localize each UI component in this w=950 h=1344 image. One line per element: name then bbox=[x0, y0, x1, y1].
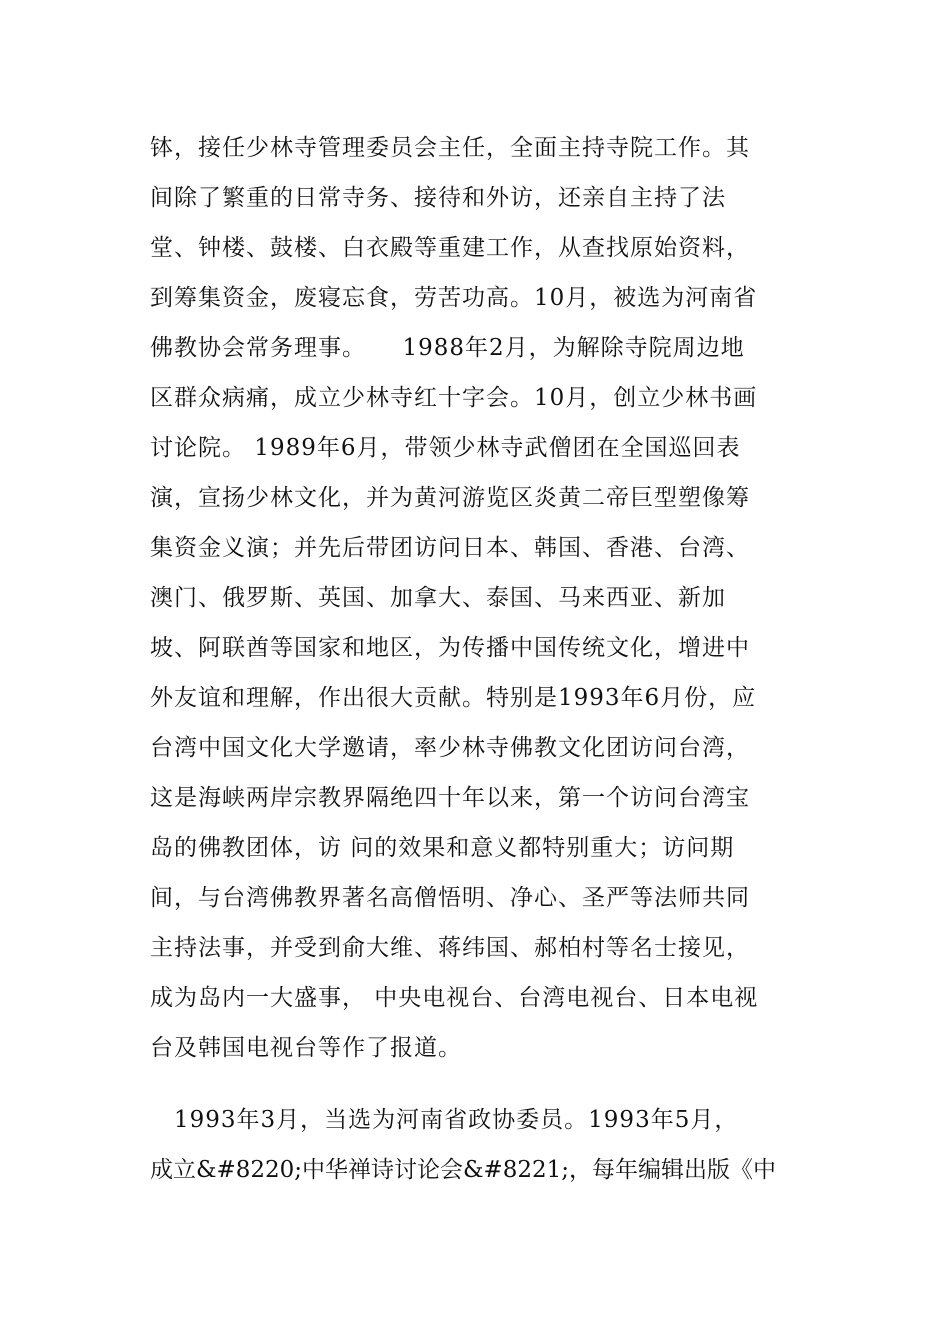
text-line: 岛的佛教团体，访 问的效果和意义都特别重大；访问期 bbox=[150, 835, 735, 861]
text-line: 到筹集资金，废寝忘食，劳苦功高。10月，被选为河南省 bbox=[150, 285, 758, 311]
text-line: 坡、阿联酋等国家和地区，为传播中国传统文化，增进中 bbox=[150, 635, 750, 661]
text-line: 外友谊和理解，作出很大贡献。特别是1993年6月份，应 bbox=[150, 685, 757, 711]
text-line: 讨论院。 1989年6月，带领少林寺武僧团在全国巡回表 bbox=[150, 435, 741, 461]
text-line: 台湾中国文化大学邀请，率少林寺佛教文化团访问台湾， bbox=[150, 735, 750, 761]
text-line: 间，与台湾佛教界著名高僧悟明、净心、圣严等法师共同 bbox=[150, 885, 750, 911]
text-line: 这是海峡两岸宗教界隔绝四十年以来，第一个访问台湾宝 bbox=[150, 785, 750, 811]
text-line: 台及韩国电视台等作了报道。 bbox=[150, 1035, 462, 1061]
text-line: 成立&#8220;中华禅诗讨论会&#8221;，每年编辑出版《中 bbox=[150, 1157, 777, 1183]
text-line: 堂、钟楼、鼓楼、白衣殿等重建工作，从查找原始资料， bbox=[150, 235, 750, 261]
text-line: 主持法事，并受到俞大维、蒋纬国、郝柏村等名士接见， bbox=[150, 935, 750, 961]
text-line: 集资金义演；并先后带团访问日本、韩国、香港、台湾、 bbox=[150, 535, 750, 561]
text-line: 间除了繁重的日常寺务、接待和外访，还亲自主持了法 bbox=[150, 185, 726, 211]
text-line: 1993年3月，当选为河南省政协委员。1993年5月， bbox=[150, 1107, 739, 1133]
text-line: 成为岛内一大盛事， 中央电视台、台湾电视台、日本电视 bbox=[150, 985, 759, 1011]
text-line: 钵，接任少林寺管理委员会主任，全面主持寺院工作。其 bbox=[150, 135, 750, 161]
text-line: 澳门、俄罗斯、英国、加拿大、泰国、马来西亚、新加 bbox=[150, 585, 726, 611]
text-line: 佛教协会常务理事。 1988年2月，为解除寺院周边地 bbox=[150, 335, 745, 361]
text-line: 演，宣扬少林文化，并为黄河游览区炎黄二帝巨型塑像筹 bbox=[150, 485, 750, 511]
text-line: 区群众病痛，成立少林寺红十字会。10月，创立少林书画 bbox=[150, 385, 758, 411]
